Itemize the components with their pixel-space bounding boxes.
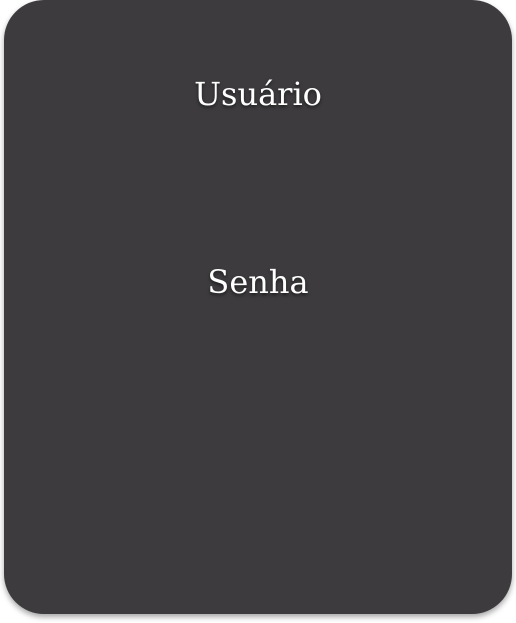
password-input[interactable] [44, 314, 472, 362]
password-label: Senha [207, 263, 309, 301]
login-card [4, 0, 512, 614]
username-label: Usuário [194, 75, 322, 113]
username-input[interactable] [44, 126, 472, 174]
